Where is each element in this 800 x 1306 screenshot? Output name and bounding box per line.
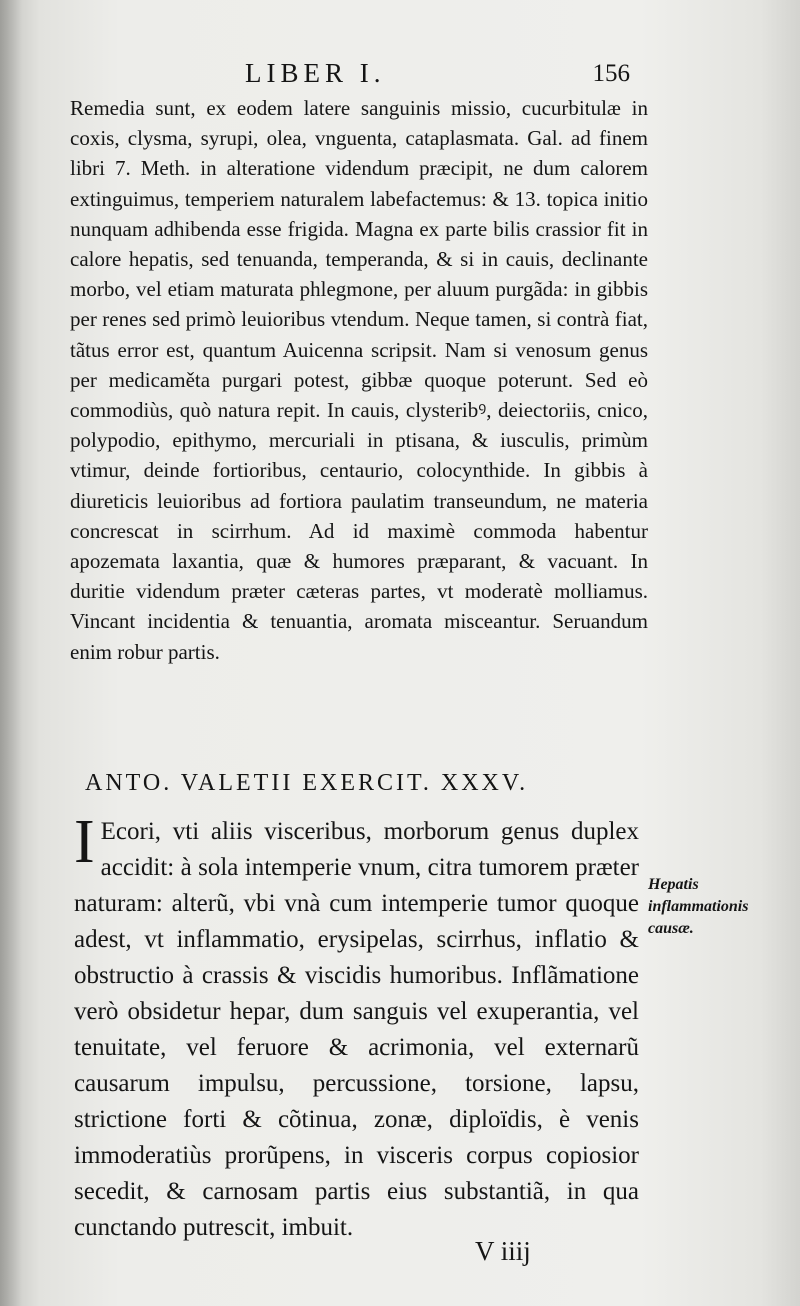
remedia-paragraph bbox=[70, 93, 648, 667]
drop-cap: I bbox=[74, 808, 95, 876]
running-head: LIBER I. bbox=[245, 58, 386, 88]
section-heading: ANTO. VALETII EXERCIT. XXXV. bbox=[85, 770, 529, 796]
page-header bbox=[70, 58, 630, 98]
page-number: 156 bbox=[592, 60, 630, 87]
signature-mark: V iiij bbox=[475, 1236, 531, 1266]
margin-note: Hepatis inflammationis causæ. bbox=[648, 876, 749, 937]
remedia-text: Remedia sunt, ex eodem latere sanguinis missio, cucurbitulæ in coxis, clysma, syrupi, olea, vnguenta, cataplasmata. Gal. ad finem libri 7. Meth. in alteratione videndum præcipit, ne dum calorem extinguimus, temperiem naturalem labefactemus: & 13. topica initio nunquam adhibenda esse frigida. Magna ex parte bilis crassior fit in calore hepatis, sed tenuanda, temperanda, & si in cauis, declinante morbo, vel etiam maturata phlegmone, per aluum purgãda: in gibbis per renes sed primò leuioribus vtendum. Neque tamen, si contrà fiat, tãtus error est, quantum Auicenna scripsit. Nam si venosum genus per medicaměta purgari potest, gibbæ quoque poterunt. Sed eò commodiùs, quò natura repit. In cauis, clysteribꝰ, deiectoriis, cnico, polypodio, epithymo, mercuriali in ptisana, & iusculis, primùm vtimur, deinde fortioribus, centaurio, colocynthide. In gibbis à diureticis leuioribus ad fortiora paulatim transeundum, ne materia concrescat in scirrhum. Ad id maximè commoda habentur apozemata laxantia, quæ & humores præparant, & vacuant. In duritie videndum præter cæteras partes, vt moderatè molliamus. Vincant incidentia & tenuantia, aromata misceantur. Seruandum enim robur partis. bbox=[70, 96, 648, 664]
exercitatio-text: Ecori, vti aliis visceribus, morborum genus duplex accidit: à sola intemperie vnum, citra tumorem præter naturam: alterũ, vbi vnà cum intemperie tumor quoque adest, vt inflammatio, erysipelas, scirrhus, inflatio & obstructio à crassis & viscidis humoribus. Inflãmatione verò obsidetur hepar, dum sanguis vel exuperantia, vel tenuitate, vel feruore & acrimonia, vel externarũ causarum impulsu, percussione, torsione, lapsu, strictione forti & cõtinua, zonæ, diploïdis, è venis immoderatiùs prorũpens, in visceris corpus copiosior secedit, & carnosam partis eius substantiã, in qua cunctando putrescit, imbuit. bbox=[74, 818, 639, 1241]
exercitatio-paragraph bbox=[74, 808, 639, 1246]
page-gutter-shadow bbox=[0, 0, 22, 1306]
